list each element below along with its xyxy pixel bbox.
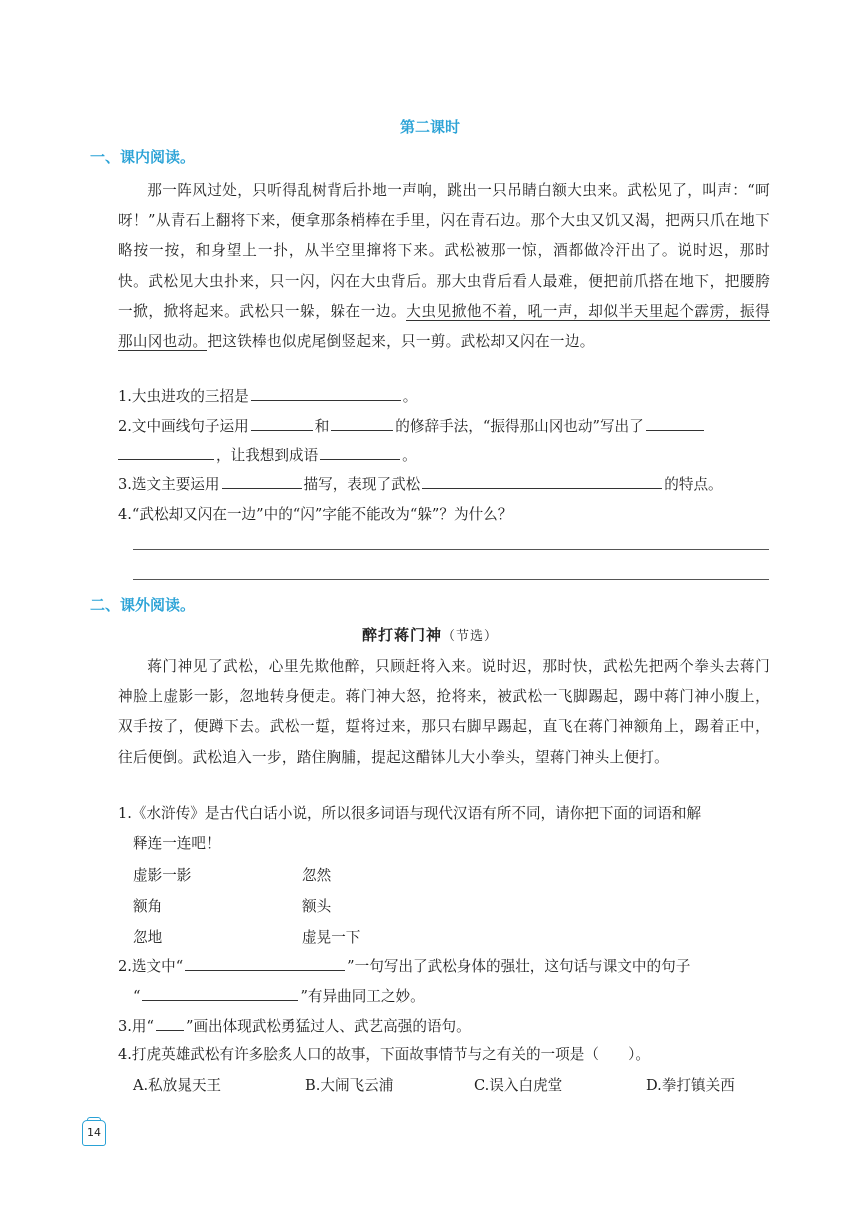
answer-blank[interactable] xyxy=(320,445,400,460)
story-title: 醉打蒋门神（节选） xyxy=(361,626,499,644)
match-left-2[interactable]: 额角 xyxy=(133,898,163,915)
passage-text: 那一阵风过处，只听得乱树背后扑地一声响，跳出一只吊睛白额大虫来。武松见了，叫声：“呵呀！”从青石上翻将下来，便拿那条梢棒在手里，闪在青石边。那个大虫又饥又渴，把两只爪在地下略按一按，和身望上一扑，从半空里撺将下来。武松被那一惊，酒都做冷汗出了。说时迟，那时快。武松见大虫扑来，只一闪，闪在大虫背后。那大虫背后看人最难，便把前爪搭在地下，把腰胯一掀，掀将起来。武松只一躲，躲在一边。 xyxy=(118,182,770,320)
question-2-3: 3.用“ ”画出体现武松勇猛过人、武艺高强的语句。 xyxy=(118,1018,471,1035)
story-title-note: （节选） xyxy=(442,629,499,644)
question-2-1: 1.《水浒传》是古代白话小说，所以很多词语与现代汉语有所不同，请你把下面的词语和解 xyxy=(118,805,702,822)
choice-a[interactable]: A.私放晁天王 xyxy=(133,1077,222,1094)
passage-in-class xyxy=(118,176,770,357)
answer-line[interactable] xyxy=(133,579,769,580)
answer-blank[interactable] xyxy=(118,445,214,460)
question-2-1-cont: 释连一连吧！ xyxy=(133,835,221,852)
choice-c[interactable]: C.误入白虎堂 xyxy=(474,1077,563,1094)
match-right-2[interactable]: 额头 xyxy=(302,898,332,915)
lesson-title: 第二课时 xyxy=(399,118,460,136)
answer-blank[interactable] xyxy=(222,474,302,489)
section-heading-in-class: 一、课内阅读。 xyxy=(90,148,196,166)
answer-blank[interactable] xyxy=(142,986,298,1001)
match-right-1[interactable]: 忽然 xyxy=(302,867,332,884)
choice-d[interactable]: D.拳打镇关西 xyxy=(646,1077,735,1094)
question-2-4: 4.打虎英雄武松有许多脍炙人口的故事，下面故事情节与之有关的一项是（ ）。 xyxy=(118,1046,651,1063)
match-left-1[interactable]: 虚影一影 xyxy=(133,867,192,884)
answer-blank[interactable] xyxy=(422,474,662,489)
answer-line[interactable] xyxy=(133,549,769,550)
match-left-3[interactable]: 忽地 xyxy=(133,929,163,946)
question-2-cont: ，让我想到成语 。 xyxy=(118,445,773,466)
question-4: 4.“武松却又闪在一边”中的“闪”字能不能改为“躲”？为什么？ xyxy=(118,506,513,523)
answer-blank[interactable] xyxy=(646,416,704,431)
question-2-2: 2.选文中“ ”一句写出了武松身体的强壮，这句话与课文中的句子 xyxy=(118,958,691,975)
question-1: 1.大虫进攻的三招是 。 xyxy=(118,388,418,405)
match-right-3[interactable]: 虚晃一下 xyxy=(302,929,361,946)
question-2-2-cont: “ ”有异曲同工之妙。 xyxy=(133,988,425,1005)
passage-extracurricular: 蒋门神见了武松，心里先欺他醉，只顾赶将入来。说时迟，那时快，武松先把两个拳头去蒋门神脸上虚影一影，忽地转身便走。蒋门神大怒，抢将来，被武松一飞脚踢起，踢中蒋门神小腹上，双手按了，便蹲下去。武松一踅，踅将过来，那只右脚早踢起，直飞在蒋门神额角上，踢着正中，往后便倒。武松追入一步，踏住胸脯，提起这醋钵儿大小拳头，望蒋门神头上便打。 xyxy=(118,658,770,766)
underlined-sentence: 大虫见掀他不着，吼一声，却似半天里起个霹雳，振得那山冈也动。 xyxy=(118,302,771,351)
answer-blank[interactable] xyxy=(331,416,393,431)
choice-b[interactable]: B.大闹飞云浦 xyxy=(305,1077,394,1094)
answer-blank[interactable] xyxy=(251,386,401,401)
page-number: 14 xyxy=(82,1120,106,1146)
answer-blank[interactable] xyxy=(185,956,345,971)
answer-blank[interactable] xyxy=(251,416,313,431)
section-heading-extracurricular: 二、课外阅读。 xyxy=(90,596,196,614)
question-3: 3.选文主要运用 描写，表现了武松 的特点。 xyxy=(118,476,723,493)
passage-text-end: 把这铁棒也似虎尾倒竖起来，只一剪。武松却又闪在一边。 xyxy=(207,333,595,351)
underline-sample xyxy=(156,1016,184,1031)
question-2: 2.文中画线句子运用 和 的修辞手法，“振得那山冈也动”写出了 xyxy=(118,416,773,437)
